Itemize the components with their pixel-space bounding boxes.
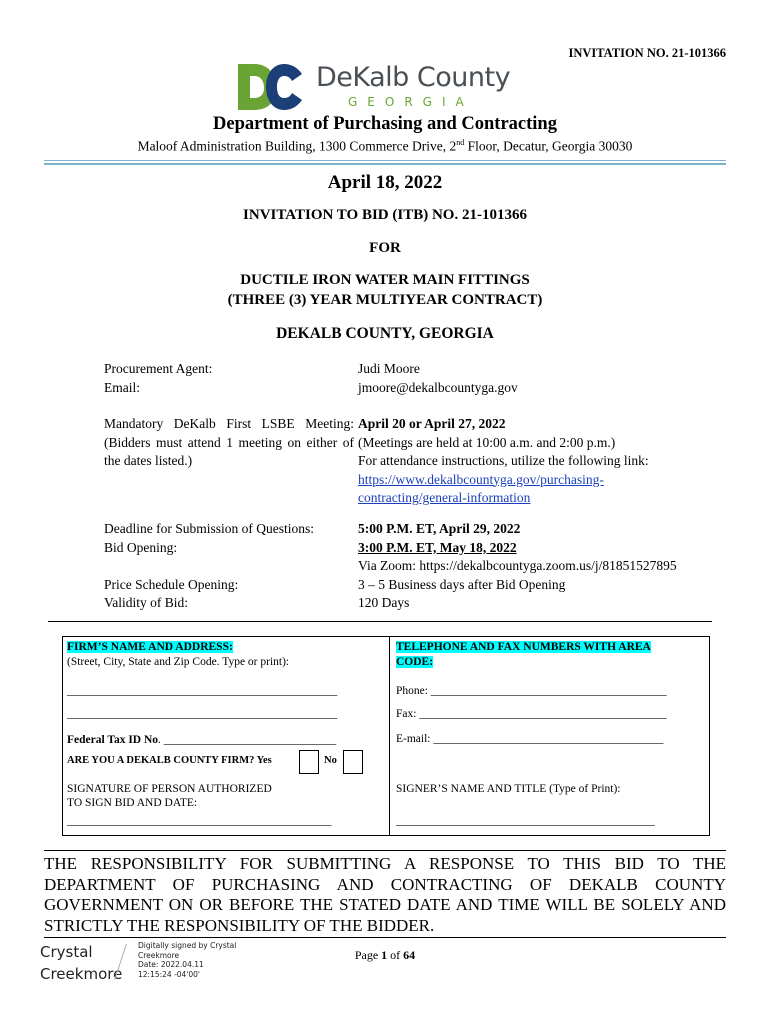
logo-wordmark: DeKalb County bbox=[316, 62, 511, 93]
phone-field[interactable]: Phone: _________________________________________ bbox=[396, 685, 667, 697]
for-label: FOR bbox=[369, 240, 401, 256]
signature-label-1: SIGNATURE OF PERSON AUTHORIZED bbox=[67, 783, 272, 795]
section-divider bbox=[48, 621, 712, 622]
bid-title-line-2: (THREE (3) YEAR MULTIYEAR CONTRACT) bbox=[227, 292, 543, 308]
telephone-title: TELEPHONE AND FAX NUMBERS WITH AREA bbox=[396, 641, 651, 653]
meeting-values bbox=[358, 415, 708, 508]
department-name: Department of Purchasing and Contracting bbox=[213, 114, 557, 134]
price-opening-value: 3 – 5 Business days after Bid Opening bbox=[358, 576, 566, 592]
header-divider-thick bbox=[44, 163, 726, 165]
department-address: Maloof Administration Building, 1300 Commerce Drive, 2nd Floor, Decatur, Georgia 30030 bbox=[137, 138, 633, 154]
fax-field[interactable]: Fax: ___________________________________________ bbox=[396, 708, 667, 720]
agent-labels bbox=[104, 360, 360, 397]
page-number: Page 1 of 64 bbox=[354, 948, 416, 962]
email-field[interactable]: E-mail: ________________________________________ bbox=[396, 733, 664, 745]
header-divider-thin bbox=[44, 160, 726, 161]
logo-state: GEORGIA bbox=[348, 95, 474, 109]
meeting-times: (Meetings are held at 10:00 a.m. and 2:00 p.m.) bbox=[358, 434, 616, 450]
digital-signature-name: Crystal Creekmore bbox=[40, 943, 123, 983]
yes-checkbox[interactable] bbox=[299, 750, 319, 774]
firm-address-line-1[interactable]: _______________________________________________ bbox=[67, 685, 338, 697]
validity-value: 120 Days bbox=[358, 595, 410, 610]
federal-tax-id-field[interactable]: Federal Tax ID No. ______________________________ bbox=[67, 734, 337, 746]
dekalb-county-logo bbox=[236, 60, 516, 112]
agent-values bbox=[358, 360, 708, 397]
bid-opening-time: 3:00 P.M. ET, May 18, 2022 bbox=[358, 539, 517, 555]
meeting-label: Mandatory DeKalb First LSBE Meeting: (Bidders must attend 1 meeting on either of the dates listed.) bbox=[104, 416, 354, 468]
dekalb-firm-question: ARE YOU A DEKALB COUNTY FIRM? Yes bbox=[67, 755, 272, 766]
issue-date: April 18, 2022 bbox=[327, 172, 443, 193]
firm-address-line-2[interactable]: _______________________________________________ bbox=[67, 708, 338, 720]
zoom-link: Via Zoom: https://dekalbcountyga.zoom.us/j/81851527895 bbox=[358, 558, 677, 573]
firm-subtitle: (Street, City, State and Zip Code. Type or print): bbox=[67, 656, 290, 668]
signer-label: SIGNER’S NAME AND TITLE (Type of Print): bbox=[396, 783, 621, 795]
digital-signature-details: Digitally signed by Crystal Creekmore Date: 2022.04.11 12:15:24 -04'00' bbox=[138, 941, 237, 979]
dc-logo-icon bbox=[236, 60, 306, 112]
bidder-info-form bbox=[62, 636, 710, 836]
no-label: No bbox=[324, 755, 337, 766]
bid-title-line-1: DUCTILE IRON WATER MAIN FITTINGS bbox=[240, 272, 530, 288]
agent-email: jmoore@dekalbcountyga.gov bbox=[358, 379, 518, 395]
agent-label: Procurement Agent: bbox=[104, 361, 213, 376]
invitation-number: INVITATION NO. 21-101366 bbox=[568, 46, 726, 60]
meeting-instructions: For attendance instructions, utilize the following link: bbox=[358, 453, 649, 468]
responsibility-notice: THE RESPONSIBILITY FOR SUBMITTING A RESPONSE TO THIS BID TO THE DEPARTMENT OF PURCHASING AND CONTRACTING OF DEKALB COUNTY GOVERNMENT ON OR BEFORE THE STATED DATE AND TIME WILL BE SOLELY AND STRICTLY THE RESPONSIBILITY OF THE BIDDER. bbox=[44, 850, 726, 938]
questions-label: Deadline for Submission of Questions: bbox=[104, 521, 314, 536]
price-opening-label: Price Schedule Opening: bbox=[104, 576, 239, 592]
validity-label: Validity of Bid: bbox=[104, 595, 188, 610]
meeting-link[interactable]: https://www.dekalbcountyga.gov/purchasing-contracting/general-information bbox=[358, 471, 604, 505]
firm-title: FIRM’S NAME AND ADDRESS: bbox=[67, 641, 233, 653]
form-column-divider bbox=[389, 637, 390, 835]
questions-deadline: 5:00 P.M. ET, April 29, 2022 bbox=[358, 521, 521, 536]
no-checkbox[interactable] bbox=[343, 750, 363, 774]
deadline-labels bbox=[104, 520, 360, 613]
bid-opening-label: Bid Opening: bbox=[104, 539, 178, 555]
telephone-title-code: CODE: bbox=[396, 656, 434, 668]
signature-line[interactable]: ______________________________________________ bbox=[67, 815, 332, 827]
email-label: Email: bbox=[104, 379, 140, 395]
itb-number: INVITATION TO BID (ITB) NO. 21-101366 bbox=[243, 207, 527, 223]
agent-name: Judi Moore bbox=[358, 361, 420, 376]
deadline-values bbox=[358, 520, 708, 613]
meeting-dates: April 20 or April 27, 2022 bbox=[358, 416, 506, 431]
signer-line[interactable]: _____________________________________________ bbox=[396, 815, 655, 827]
signature-label-2: TO SIGN BID AND DATE: bbox=[67, 797, 198, 809]
county-heading: DEKALB COUNTY, GEORGIA bbox=[276, 325, 494, 342]
